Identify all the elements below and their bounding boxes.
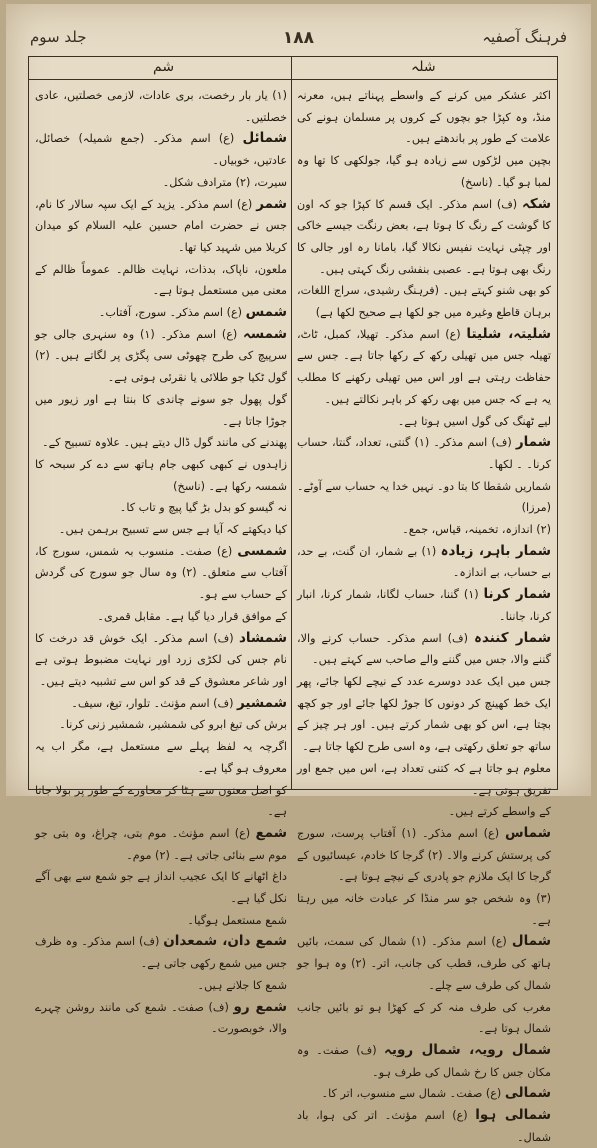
dictionary-entry: [297, 671, 551, 758]
dictionary-entry: [297, 758, 551, 801]
dictionary-entry: [35, 172, 287, 194]
entry-text: گول پھول جو سونے چاندی کا بنتا ہے اور زیور میں جوڑا جاتا ہے۔: [35, 392, 287, 428]
entry-headword: شمشیر: [237, 694, 287, 711]
entry-headword: شمار باہر، زیادہ: [440, 542, 552, 559]
entry-text: (۱) گننا، حساب لگانا، شمار کرنا، انبار کرنا، جاننا۔: [297, 588, 551, 623]
entry-text: (ف) اسم مذکر۔ ایک خوش قد درخت کا نام جس کی لکڑی زرد اور نہایت مضبوط ہوتی ہے اور شاعر معشوق کے قد کو اس سے تشبیہ دیتے ہیں۔: [35, 631, 287, 688]
entry-text: سیرت، (۲) مترادف شکل۔: [162, 175, 287, 189]
entry-headword: شمالی ہوا: [475, 1107, 551, 1124]
dictionary-entry: [297, 1040, 551, 1083]
dictionary-entry: [35, 324, 287, 389]
entry-text: اکثر عشکر میں کرنے کے واسطے پہناتے ہیں، معرنہ منڈ، وہ کپڑا جو بچوں کے کروں پر مسلمان ہونے کی علامت کے طور پر باندھتے ہیں۔: [297, 89, 551, 146]
dictionary-entry: [297, 931, 551, 996]
entry-text: (ع) اسم مذکر۔ یزید کے ایک سپہ سالار کا نام، جس نے حضرت امام حسین علیہ السلام کو میدان کربلا میں شہید کیا تھا۔: [35, 197, 287, 254]
dictionary-entry: [297, 1083, 551, 1105]
dictionary-entry: [35, 389, 287, 432]
dictionary-entry: [35, 693, 287, 715]
dictionary-entry: [35, 519, 287, 541]
page-number: ۱۸۸: [282, 28, 315, 48]
dictionary-entry: [297, 280, 551, 323]
dictionary-entry: [297, 1105, 551, 1148]
entry-text: (ع) اسم مؤنث۔ اتر کی ہوا، باد شمال۔: [297, 1109, 551, 1144]
dictionary-entry: [35, 85, 287, 128]
entry-text: نہ گیسو کو بدل بڑ گیا پیچ و تاب کا۔: [119, 501, 287, 515]
book-page: [6, 4, 591, 1144]
entry-headword: شمع رو: [233, 998, 287, 1015]
entry-headword: شلیتہ، شلیتا: [466, 325, 551, 342]
entry-headword: شمال رویہ، شمال رویہ: [383, 1041, 551, 1058]
heading-rule: [29, 79, 557, 80]
entry-text: (ف) صفت۔ شمع کی مانند روشن چہرے والا، خوبصورت۔: [35, 1000, 287, 1036]
dictionary-entry: [35, 736, 287, 779]
dictionary-entry: [297, 584, 551, 627]
dictionary-entry: [35, 606, 287, 628]
dictionary-entry: [297, 801, 551, 823]
dictionary-entry: [297, 432, 551, 475]
dictionary-entry: [297, 194, 551, 281]
dictionary-entry: [35, 931, 287, 974]
dictionary-entry: [297, 628, 551, 671]
entry-headword: شمر: [256, 195, 287, 212]
entry-headword: شمالی: [504, 1085, 551, 1102]
entry-text: اگرچہ یہ لفظ پہلے سے مستعمل ہے، مگر اب یہ معروف ہو گیا ہے۔: [35, 740, 287, 775]
dictionary-entry: [297, 324, 551, 411]
entry-text: (ع) اسم مذکر۔ سورج، آفتاب۔: [98, 306, 243, 320]
entry-text: شماریں شقطا کا بتا دو۔ نہیں خدا یہ حساب سے آوٹے۔ (مرزا): [297, 479, 551, 515]
entry-text: پھندنے کی مانند گول ڈال دیتے ہیں۔ علاوہ تسبیح کے۔: [42, 436, 287, 450]
entry-text: کو بھی شنو کہتے ہیں۔ (فرہنگ رشیدی، سراج اللغات، برہان قاطع وغیرہ میں جو لکھا ہے صحیح لکھا ہے): [297, 284, 551, 320]
entry-headword: شمار کرنا: [483, 586, 551, 603]
entry-text: مغرب کی طرف منہ کر کے کھڑا ہو تو بائیں جانب شمال ہوتا ہے۔: [297, 1000, 551, 1036]
entry-text: (ف) اسم مذکر۔ حساب کرنے والا، گننے والا، جس میں گننے والے صاحب سے کہتے ہیں۔: [297, 631, 551, 667]
entry-headword: شماس: [504, 824, 551, 841]
dictionary-entry: [35, 714, 287, 736]
entry-text: (ع) اسم مذکر۔ (جمع شمیلہ) خصائل، عادتیں، خوبیاں۔: [35, 132, 287, 168]
dictionary-entry: [35, 910, 287, 932]
dictionary-entry: [297, 997, 551, 1040]
entry-text: (ف) اسم مذکر۔ وہ ظرف جس میں شمع رکھی جاتی ہے۔: [35, 935, 287, 971]
dictionary-entry: [297, 411, 551, 433]
dictionary-entry: [297, 823, 551, 888]
dictionary-entry: [35, 866, 287, 909]
dictionary-entry: [35, 823, 287, 866]
entry-text: زاہدوں نے کبھی کبھی جام ہاتھ سے دے کر سبحہ کا شمسہ رکھا ہے۔ (ناسخ): [35, 457, 287, 493]
entry-headword: شمسی: [237, 542, 287, 559]
text-frame: [28, 56, 558, 1144]
entry-headword: شمع: [255, 824, 287, 841]
entry-text: کیا دیکھتے کہ آیا ہے جس سے تسبیح برہمن ہیں۔: [58, 523, 287, 537]
entry-text: (ع) صفت۔ شمال سے منسوب، اتر کا۔: [321, 1087, 502, 1101]
dictionary-entry: [297, 85, 551, 150]
left-column-heading: شم: [153, 59, 175, 75]
volume-label: جلد سوم: [30, 28, 87, 46]
entry-text: (۱) بے شمار، ان گنت، بے حد، بے حساب، بے اندازہ۔: [297, 544, 551, 580]
entry-text: کے موافق قرار دیا گیا ہے۔ مقابل قمری۔: [97, 609, 287, 623]
dictionary-entry: [35, 259, 287, 302]
entry-text: (ع) اسم مذکر۔ (۱) شمال کی سمت، بائیں ہاتھ کی طرف، قطب کی جانب، اتر۔ (۲) وہ ہوا جو شمال کی طرف سے چلے۔: [297, 935, 551, 992]
dictionary-entry: [297, 541, 551, 584]
entry-text: (ف) اسم مذکر۔ ایک قسم کا کپڑا جو کہ اون کا گوشت کے رنگ کا ہوتا ہے، بعض رنگت جیسے خاکی اور چپٹی نہایت نفیس نکالا گیا، بامانا رہ اور جالی کا رنگ بھی ہوتا ہے۔ عصبی بنفشی رنگ کہتی ہیں۔: [297, 197, 551, 276]
dictionary-entry: [35, 194, 287, 259]
entry-text: (۱) یار بار رخصت، بری عادات، لازمی خصلتیں، عادی خصلتیں۔: [35, 89, 287, 124]
entry-headword: شمس: [245, 304, 287, 321]
entry-headword: شکہ: [521, 195, 551, 212]
entry-text: (ع) اسم مذکر۔ (۱) آفتاب پرست، سورج کی پرستش کرنے والا۔ (۲) گرجا کا خادم، عیسائیوں کے گرجا کا ایک ملازم جو پادری کے نیچے ہوتا ہے۔: [297, 826, 551, 884]
entry-text: لیے ٹھنگ کی گول اسیں ہوتا ہے۔: [397, 414, 551, 428]
entry-text: کو اصل معنوں سے ہٹا کر محاورے کے طور پر بولا جاتا ہے۔: [35, 783, 287, 819]
book-title: فرہنگ آصفیہ: [482, 28, 567, 46]
left-column: [35, 85, 287, 1036]
dictionary-entry: [297, 519, 551, 541]
dictionary-entry: [35, 780, 287, 823]
dictionary-entry: [297, 476, 551, 519]
dictionary-entry: [35, 128, 287, 171]
entry-text: (ف) اسم مذکر۔ (۱) گنتی، تعداد، گنتا، حساب کرنا۔ ۔ لکھا۔: [297, 436, 551, 471]
dictionary-entry: [35, 497, 287, 519]
entry-headword: شمار: [515, 434, 551, 451]
running-head: [30, 28, 567, 50]
right-column-heading: شلہ: [411, 59, 436, 75]
entry-text: (ع) اسم مذکر۔ تھیلا، کمبل، ٹاٹ، تھیلہ جس میں تھیلی رکھ کے رکھا جاتا ہے۔ جس سے حفاظت رہتی ہے اور اس میں تھیلی رکھنے کا مطلب یہ ہے کہ جس میں بھی رکھ کر باہر نکالتے ہیں۔: [297, 327, 551, 406]
dictionary-entry: [35, 541, 287, 606]
entry-text: برش کی تیغ ابرو کی شمشیر، شمشیر زنی کرنا۔: [59, 718, 287, 732]
entry-headword: شمال: [511, 933, 551, 950]
dictionary-entry: [297, 150, 551, 193]
entry-headword: شمائل: [242, 130, 287, 147]
entry-text: شمع کا جلانے ہیں۔: [197, 978, 287, 992]
entry-text: ملعون، ناپاک، بدذات، نہایت ظالم۔ عموماً ظالم کے معنی میں مستعمل ہوتا ہے۔: [35, 262, 287, 298]
entry-text: (ع) اسم مؤنث۔ موم بتی، چراغ، وہ بتی جو موم سے بنائی جاتی ہے۔ (۲) موم۔: [35, 826, 287, 862]
entry-headword: شمسہ: [243, 325, 287, 342]
entry-text: (۲) اندازہ، تخمینہ، قیاس، جمع۔: [402, 523, 551, 537]
entry-text: (ع) صفت۔ منسوب بہ شمس، سورج کا، آفتاب سے متعلق۔ (۲) وہ سال جو سورج کی گردش کے حساب سے ہو۔: [35, 544, 287, 602]
entry-text: کے واسطے کرتے ہیں۔: [448, 805, 551, 819]
entry-text: (ف) اسم مؤنث۔ تلوار، تیغ، سیف۔: [71, 696, 234, 710]
entry-text: بچپن میں لڑکوں سے زیادہ ہو گیا، جولکھی کا تھا وہ لمبا ہو گیا۔ (ناسخ): [297, 154, 551, 189]
dictionary-entry: [297, 888, 551, 931]
entry-text: معلوم ہو جاتا ہے کہ کتنی تعداد ہے، اس میں جمع اور تفریق ہوتی ہے۔: [297, 761, 551, 797]
dictionary-entry: [35, 302, 287, 324]
entry-headword: شمشاد: [238, 629, 287, 646]
entry-headword: شمار کنندہ: [474, 629, 551, 646]
entry-text: شمع مستعمل ہوگیا۔: [187, 913, 287, 927]
entry-text: (ع) اسم مذکر۔ (۱) وہ سنہری جالی جو سرپیچ کی طرح چھوٹی سی پگڑی پر لگاتے ہیں۔ (۲) گول ٹکیا جو طلائی یا نقرئی ہوتی ہے۔: [35, 327, 287, 385]
dictionary-entry: [35, 628, 287, 693]
dictionary-entry: [35, 454, 287, 497]
dictionary-entry: [35, 432, 287, 454]
entry-text: داغ اٹھانے کا ایک عجیب انداز ہے جو شمع سے بھی آگے نکل گیا ہے۔: [35, 870, 287, 906]
dictionary-entry: [35, 975, 287, 997]
right-column: [297, 85, 552, 1144]
entry-text: (ف) صفت۔ وہ مکان جس کا رخ شمال کی طرف ہو۔: [297, 1043, 551, 1079]
dictionary-entry: [35, 997, 287, 1040]
entry-headword: شمع دان، شمعدان: [163, 933, 287, 950]
entry-text: جس میں ایک عدد دوسرے عدد کے نیچے لکھا جائے، پھر ایک خط کھینچ کر دونوں کا جوڑ لکھا جائے اور جو کچھ بچتا ہے، اس کو بھی شمار کرتے ہیں۔ اور ہر چیز کے ساتھ جو تعلق رکھتی ہے، وہ اسی طرح لکھا جاتا ہے۔: [297, 674, 551, 754]
entry-text: (۳) وہ شخص جو سر منڈا کر عبادت خانہ میں رہتا ہے۔: [297, 892, 551, 927]
column-divider: [291, 57, 292, 789]
